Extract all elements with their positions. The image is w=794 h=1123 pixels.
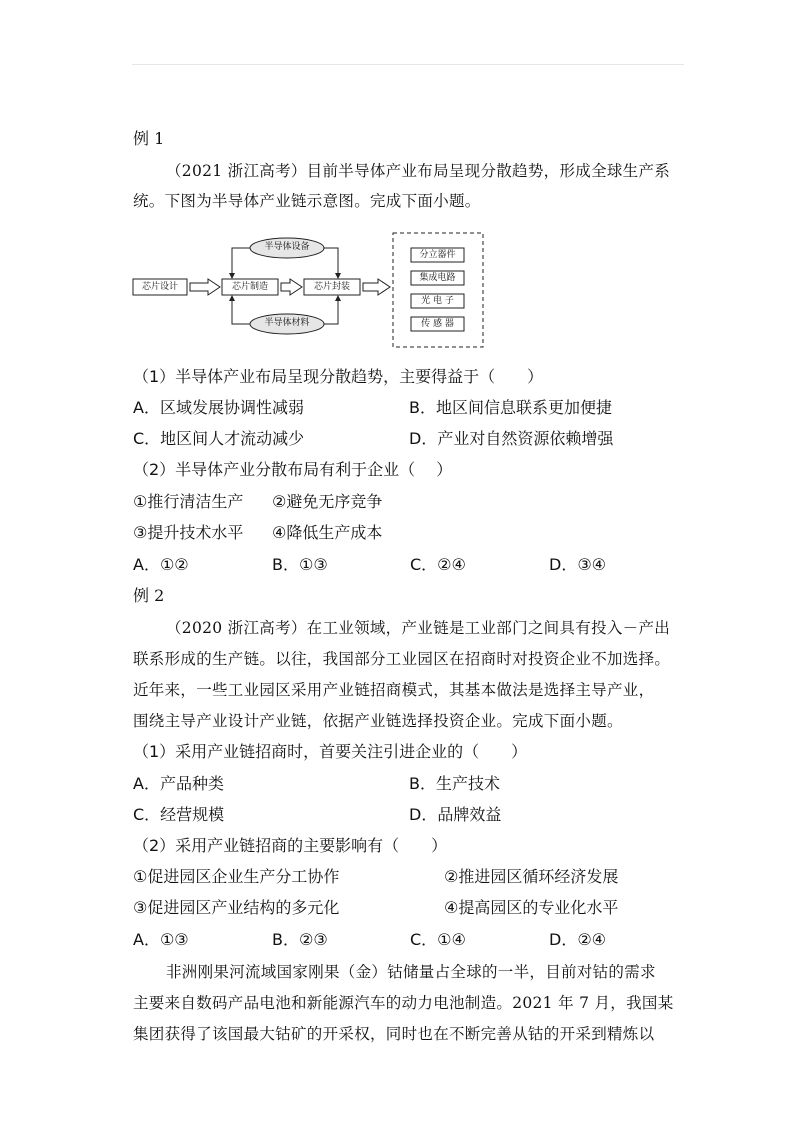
ex2-q2-item3: ③促进园区产业结构的多元化 bbox=[133, 898, 340, 917]
ex1-q1-stem: （1）半导体产业布局呈现分散趋势，主要得益于（ ） bbox=[133, 367, 544, 386]
ex2-q1-option-b: B．生产技术 bbox=[409, 774, 500, 793]
materials-to-packaging bbox=[324, 296, 338, 324]
ex2-q1-option-a: A．产品种类 bbox=[133, 774, 224, 793]
ex1-q2-option-b: B．①③ bbox=[272, 555, 328, 574]
ex1-q2-option-c: C．②④ bbox=[410, 555, 466, 574]
passage-line3: 集团获得了该国最大钴矿的开采权，同时也在不断完善从钴的开采到精炼以 bbox=[133, 1025, 655, 1043]
ex2-q2-item4: ④提高园区的专业化水平 bbox=[444, 898, 619, 917]
example1-intro-line2: 统。下图为半导体产业链示意图。完成下面小题。 bbox=[133, 192, 481, 210]
ex2-q2-option-d: D．②④ bbox=[549, 930, 607, 949]
example1-heading: 例 1 bbox=[133, 129, 165, 148]
example2-intro-line3: 近年来，一些工业园区采用产业链招商模式，其基本做法是选择主导产业， bbox=[133, 681, 655, 699]
hollow-arrow-3 bbox=[363, 279, 390, 295]
passage-line2: 主要来自数码产品电池和新能源汽车的动力电池制造。2021 年 7 月，我国某 bbox=[133, 994, 674, 1012]
semiconductor-chain-diagram bbox=[132, 232, 492, 350]
example2-intro-line2: 联系形成的生产链。以往，我国部分工业园区在招商时对投资企业不加选择。 bbox=[133, 650, 671, 668]
example2-intro-line1: （2020 浙江高考）在工业领域，产业链是工业部门之间具有投入－产出 bbox=[166, 619, 671, 637]
ex2-q1-option-d: D．品牌效益 bbox=[409, 805, 502, 824]
product-label-1: 分立器件 bbox=[419, 250, 456, 260]
product-label-4: 传 感 器 bbox=[421, 319, 454, 329]
ex2-q2-option-a: A．①③ bbox=[133, 930, 189, 949]
ex1-q1-option-b: B．地区间信息联系更加便捷 bbox=[409, 398, 612, 417]
ex1-q2-item4: ④降低生产成本 bbox=[272, 523, 383, 542]
ex1-q2-item3: ③提升技术水平 bbox=[133, 523, 244, 542]
ex1-q1-option-a: A．区域发展协调性减弱 bbox=[133, 398, 304, 417]
ex2-q2-option-b: B．②③ bbox=[272, 930, 328, 949]
ex2-q1-stem: （1）采用产业链招商时，首要关注引进企业的（ ） bbox=[133, 742, 528, 761]
chip-packaging-label: 芯片封装 bbox=[313, 282, 350, 292]
materials-to-manufacturing bbox=[232, 296, 250, 324]
ex1-q1-option-d: D．产业对自然资源依赖增强 bbox=[409, 429, 614, 448]
equipment-label: 半导体设备 bbox=[264, 242, 310, 252]
ex1-q2-item1: ①推行清洁生产 bbox=[133, 492, 244, 511]
chip-manufacturing-label: 芯片制造 bbox=[231, 282, 268, 292]
passage-line1: 非洲刚果河流域国家刚果（金）钴储量占全球的一半，目前对钴的需求 bbox=[166, 963, 656, 981]
product-label-3: 光 电 子 bbox=[421, 296, 454, 306]
ex1-q1-option-c: C．地区间人才流动减少 bbox=[133, 429, 305, 448]
ex2-q2-item2: ②推进园区循环经济发展 bbox=[444, 867, 619, 886]
ex2-q2-option-c: C．①④ bbox=[410, 930, 466, 949]
ex1-q2-option-a: A．①② bbox=[133, 555, 189, 574]
ex2-q2-item1: ①促进园区企业生产分工协作 bbox=[133, 867, 340, 886]
chip-design-label: 芯片设计 bbox=[141, 282, 178, 292]
ex2-q1-option-c: C．经营规模 bbox=[133, 805, 225, 824]
equipment-to-manufacturing bbox=[232, 248, 250, 278]
ex2-q2-stem: （2）采用产业链招商的主要影响有（ ） bbox=[133, 836, 448, 855]
product-label-2: 集成电路 bbox=[419, 273, 456, 283]
example2-heading: 例 2 bbox=[133, 586, 165, 605]
ex1-q2-item2: ②避免无序竞争 bbox=[272, 492, 383, 511]
ex1-q2-stem: （2）半导体产业分散布局有利于企业（ ） bbox=[133, 460, 453, 479]
example2-intro-line4: 围绕主导产业设计产业链，依据产业链选择投资企业。完成下面小题。 bbox=[133, 712, 623, 730]
example1-intro-line1: （2021 浙江高考）目前半导体产业布局呈现分散趋势，形成全球生产系 bbox=[166, 162, 671, 180]
hollow-arrow-1 bbox=[190, 279, 220, 295]
hollow-arrow-2 bbox=[281, 279, 302, 295]
header-rule bbox=[132, 64, 684, 65]
ex1-q2-option-d: D．③④ bbox=[549, 555, 607, 574]
equipment-to-packaging bbox=[324, 248, 338, 278]
materials-label: 半导体材料 bbox=[264, 318, 310, 328]
